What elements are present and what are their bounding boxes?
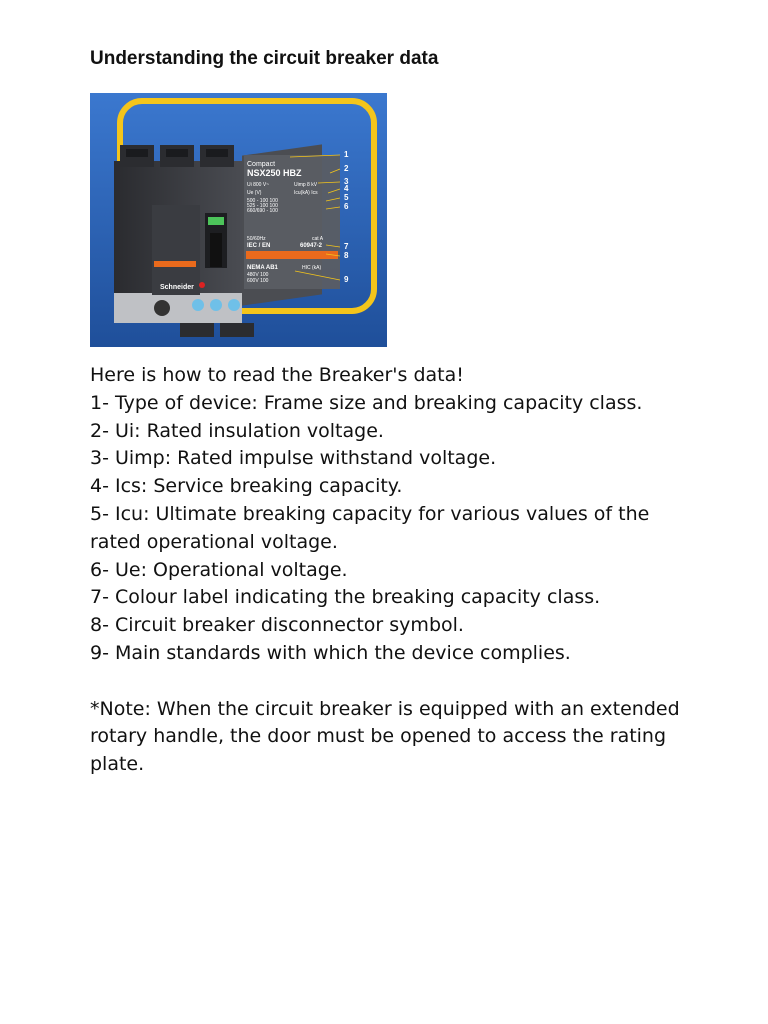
plate-uimp: Uimp 8 kV [294,182,318,188]
callout-8: 8 [344,251,349,260]
circuit-breaker-figure [90,93,387,347]
document-title: Understanding the circuit breaker data [90,48,439,69]
circuit-breaker-illustration [90,93,387,347]
plate-nema-row-2: 600V 100 [247,278,269,284]
list-item-4: 4- Ics: Service breaking capacity. [90,475,403,498]
brand-label: Schneider [160,284,194,291]
list-item-8: 8- Circuit breaker disconnector symbol. [90,614,464,637]
plate-freq: 50/60Hz [247,236,266,242]
rating-plate [244,155,340,289]
plate-model: NSX250 HBZ [247,168,302,178]
plate-std-num: 60947-2 [300,243,323,249]
list-item-6: 6- Ue: Operational voltage. [90,558,348,581]
callout-5: 5 [344,193,349,202]
plate-nema-row-1: 480V 100 [247,272,269,278]
plate-ui: Ui 800 V~ [247,182,270,188]
plate-series: Compact [247,161,276,168]
capacity-class-label [246,251,338,259]
plate-row-1: 500 - 100 100 [247,198,278,204]
note-paragraph: *Note: When the circuit breaker is equipped with an extended rotary handle, the door must be opened to access the rating plate. [90,697,680,776]
document-body [90,362,690,779]
plate-std: IEC / EN [247,243,271,249]
plate-row-2: 525 - 100 100 [247,203,278,209]
plate-cat: cat A [312,236,324,242]
callout-2: 2 [344,164,349,173]
callout-9: 9 [344,275,349,284]
plate-icu-header: Icu(kA) Ics [294,190,318,196]
list-item-7: 7- Colour label indicating the breaking capacity class. [90,586,601,609]
callout-4: 4 [344,184,349,193]
callout-3: 3 [344,177,349,186]
plate-nema: NEMA AB1 [247,265,278,271]
list-item-9: 9- Main standards with which the device complies. [90,641,571,664]
callout-6: 6 [344,202,349,211]
plate-hic: HIC (kA) [302,265,322,271]
callout-1: 1 [344,150,349,159]
plate-row-3: 660/690 - 100 [247,208,278,214]
callout-7: 7 [344,242,349,251]
list-item-3: 3- Uimp: Rated impulse withstand voltage. [90,447,497,470]
list-item-5: 5- Icu: Ultimate breaking capacity for various values of the rated operational voltage. [90,502,650,553]
plate-ue-header: Ue (V) [247,190,262,196]
intro-line: Here is how to read the Breaker's data! [90,364,464,386]
list-item-2: 2- Ui: Rated insulation voltage. [90,419,384,442]
list-item-1: 1- Type of device: Frame size and breaking capacity class. [90,391,643,414]
